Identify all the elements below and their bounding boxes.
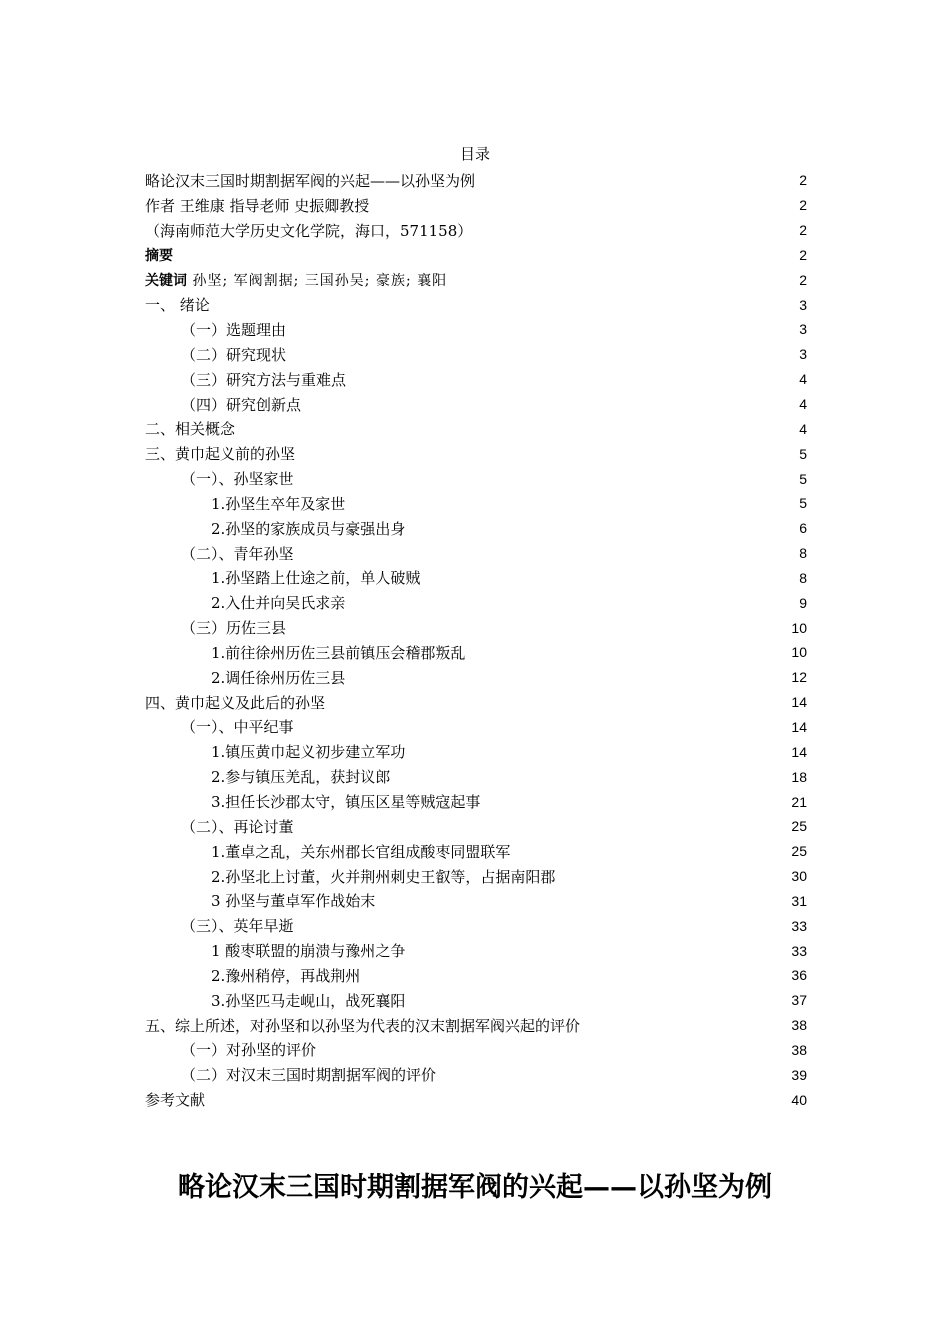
toc-entry[interactable] bbox=[145, 267, 807, 292]
toc-entry[interactable] bbox=[145, 864, 807, 889]
toc-entry-text: 2.孙坚的家族成员与豪强出身 bbox=[211, 519, 406, 538]
toc-entry[interactable] bbox=[145, 640, 807, 665]
toc-entry-text: 1.孙坚生卒年及家世 bbox=[211, 494, 346, 513]
toc-entry-text: （二）、再论讨董 bbox=[181, 817, 294, 836]
toc-entry-text bbox=[145, 270, 447, 290]
toc-entry-text: 略论汉末三国时期割据军阀的兴起——以孙坚为例 bbox=[145, 171, 476, 190]
toc-entry-text: 2.豫州稍停，再战荆州 bbox=[211, 966, 361, 985]
toc-entry[interactable] bbox=[145, 416, 807, 441]
toc-entry-text: （一）对孙坚的评价 bbox=[181, 1041, 317, 1060]
toc-entry-text: 1.前往徐州历佐三县前镇压会稽郡叛乱 bbox=[211, 643, 466, 662]
toc-entry-page-number: 3 bbox=[799, 346, 807, 363]
toc-entry[interactable] bbox=[145, 218, 807, 243]
toc-entry-text: 二、相关概念 bbox=[145, 420, 236, 439]
toc-entry-page-number: 2 bbox=[799, 246, 807, 263]
toc-entry-page-number: 37 bbox=[791, 992, 807, 1009]
toc-entry-text: 2.参与镇压羌乱，获封议郎 bbox=[211, 768, 391, 787]
toc-entry[interactable] bbox=[145, 615, 807, 640]
table-of-contents bbox=[145, 168, 807, 1112]
toc-entry[interactable] bbox=[145, 317, 807, 342]
toc-entry-text: （一）选题理由 bbox=[181, 320, 287, 339]
toc-entry[interactable] bbox=[145, 168, 807, 193]
toc-entry[interactable] bbox=[145, 913, 807, 938]
toc-entry[interactable] bbox=[145, 1062, 807, 1087]
toc-entry-page-number: 14 bbox=[791, 743, 807, 760]
toc-entry[interactable] bbox=[145, 491, 807, 516]
toc-entry-page-number: 6 bbox=[799, 520, 807, 537]
keywords-label: 关键词 bbox=[145, 272, 187, 289]
toc-entry[interactable] bbox=[145, 541, 807, 566]
toc-entry-page-number: 2 bbox=[799, 197, 807, 214]
toc-entry-page-number: 8 bbox=[799, 545, 807, 562]
toc-entry[interactable] bbox=[145, 988, 807, 1013]
toc-entry-text: 3.孙坚匹马走岘山，战死襄阳 bbox=[211, 991, 406, 1010]
toc-entry[interactable] bbox=[145, 466, 807, 491]
toc-entry[interactable] bbox=[145, 715, 807, 740]
toc-entry-text: （一）、中平纪事 bbox=[181, 718, 294, 737]
toc-entry-text: 四、黄巾起义及此后的孙坚 bbox=[145, 693, 326, 712]
toc-entry[interactable] bbox=[145, 690, 807, 715]
toc-entry[interactable] bbox=[145, 392, 807, 417]
toc-entry[interactable] bbox=[145, 243, 807, 268]
toc-entry-page-number: 18 bbox=[791, 768, 807, 785]
toc-entry-page-number: 3 bbox=[799, 321, 807, 338]
toc-entry-page-number: 33 bbox=[791, 942, 807, 959]
toc-entry-page-number: 10 bbox=[791, 644, 807, 661]
toc-entry-text: （二）对汉末三国时期割据军阀的评价 bbox=[181, 1066, 437, 1085]
toc-entry-text: （三）、英年早逝 bbox=[181, 917, 294, 936]
toc-entry-page-number: 38 bbox=[791, 1041, 807, 1058]
toc-entry[interactable] bbox=[145, 1013, 807, 1038]
toc-entry[interactable] bbox=[145, 888, 807, 913]
toc-entry-page-number: 9 bbox=[799, 594, 807, 611]
toc-entry[interactable] bbox=[145, 839, 807, 864]
toc-entry-text: （海南师范大学历史文化学院，海口，571158） bbox=[145, 221, 473, 240]
toc-entry-text: 1 酸枣联盟的崩溃与豫州之争 bbox=[211, 942, 406, 961]
toc-entry-text: （一）、孙坚家世 bbox=[181, 470, 294, 489]
toc-entry[interactable] bbox=[145, 292, 807, 317]
toc-entry[interactable] bbox=[145, 1038, 807, 1063]
toc-entry[interactable] bbox=[145, 665, 807, 690]
toc-entry-text: 作者 王维康 指导老师 史振卿教授 bbox=[145, 196, 370, 215]
toc-entry-page-number: 36 bbox=[791, 967, 807, 984]
toc-entry-page-number: 3 bbox=[799, 296, 807, 313]
toc-entry-text: （三）历佐三县 bbox=[181, 619, 287, 638]
toc-entry[interactable] bbox=[145, 367, 807, 392]
toc-entry-page-number: 4 bbox=[799, 420, 807, 437]
toc-entry-text: 3.担任长沙郡太守，镇压区星等贼寇起事 bbox=[211, 793, 481, 812]
toc-heading: 目录 bbox=[459, 145, 490, 163]
toc-entry[interactable] bbox=[145, 566, 807, 591]
toc-entry-page-number: 14 bbox=[791, 718, 807, 735]
toc-entry-page-number: 5 bbox=[799, 445, 807, 462]
toc-entry-text: 三、黄巾起义前的孙坚 bbox=[145, 445, 296, 464]
toc-entry-page-number: 8 bbox=[799, 569, 807, 586]
toc-entry[interactable] bbox=[145, 193, 807, 218]
toc-entry-text: 3 孙坚与董卓军作战始末 bbox=[211, 892, 376, 911]
toc-entry-page-number: 33 bbox=[791, 917, 807, 934]
toc-entry[interactable] bbox=[145, 516, 807, 541]
toc-entry-text: 2.孙坚北上讨董，火并荆州刺史王叡等，占据南阳郡 bbox=[211, 867, 556, 886]
toc-entry-text: （二）、青年孙坚 bbox=[181, 544, 294, 563]
toc-entry[interactable] bbox=[145, 789, 807, 814]
toc-entry[interactable] bbox=[145, 342, 807, 367]
toc-entry-text: （四）研究创新点 bbox=[181, 395, 302, 414]
toc-entry[interactable] bbox=[145, 739, 807, 764]
toc-entry-text: 1.孙坚踏上仕途之前，单人破贼 bbox=[211, 569, 421, 588]
toc-entry-page-number: 38 bbox=[791, 1017, 807, 1034]
toc-entry[interactable] bbox=[145, 963, 807, 988]
toc-entry-text: （三）研究方法与重难点 bbox=[181, 370, 347, 389]
toc-entry-page-number: 31 bbox=[791, 892, 807, 909]
toc-entry-page-number: 21 bbox=[791, 793, 807, 810]
toc-entry-page-number: 4 bbox=[799, 371, 807, 388]
toc-entry-page-number: 25 bbox=[791, 843, 807, 860]
toc-entry-text: 参考文献 bbox=[145, 1091, 206, 1110]
toc-entry[interactable] bbox=[145, 764, 807, 789]
toc-entry-page-number: 14 bbox=[791, 694, 807, 711]
toc-entry-text: 1.董卓之乱，关东州郡长官组成酸枣同盟联军 bbox=[211, 842, 511, 861]
toc-entry[interactable] bbox=[145, 441, 807, 466]
toc-entry-text: 2.调任徐州历佐三县 bbox=[211, 668, 346, 687]
toc-entry-page-number: 12 bbox=[791, 669, 807, 686]
toc-entry-page-number: 25 bbox=[791, 818, 807, 835]
toc-entry-page-number: 4 bbox=[799, 396, 807, 413]
toc-entry[interactable] bbox=[145, 1087, 807, 1112]
toc-entry-page-number: 10 bbox=[791, 619, 807, 636]
toc-entry[interactable] bbox=[145, 938, 807, 963]
document-title: 略论汉末三国时期割据军阀的兴起——以孙坚为例 bbox=[178, 1172, 772, 1203]
toc-entry-page-number: 40 bbox=[791, 1091, 807, 1108]
toc-entry-page-number: 2 bbox=[799, 271, 807, 288]
toc-entry-page-number: 30 bbox=[791, 868, 807, 885]
toc-entry-text: 五、综上所述，对孙坚和以孙坚为代表的汉末割据军阀兴起的评价 bbox=[145, 1016, 581, 1035]
keywords-list: 孙坚; 军阀割据; 三国孙吴; 豪族; 襄阳 bbox=[187, 272, 448, 289]
toc-entry-page-number: 5 bbox=[799, 495, 807, 512]
toc-entry-text: 2.入仕并向吴氏求亲 bbox=[211, 594, 346, 613]
toc-entry-text: （二）研究现状 bbox=[181, 345, 287, 364]
toc-entry-text: 摘要 bbox=[145, 247, 173, 264]
toc-entry-text: 1.镇压黄巾起义初步建立军功 bbox=[211, 743, 406, 762]
toc-entry-page-number: 2 bbox=[799, 222, 807, 239]
toc-entry-page-number: 2 bbox=[799, 172, 807, 189]
toc-entry-text: 一、 绪论 bbox=[145, 296, 210, 315]
toc-entry[interactable] bbox=[145, 814, 807, 839]
toc-entry-page-number: 5 bbox=[799, 470, 807, 487]
toc-entry[interactable] bbox=[145, 590, 807, 615]
toc-entry-page-number: 39 bbox=[791, 1066, 807, 1083]
